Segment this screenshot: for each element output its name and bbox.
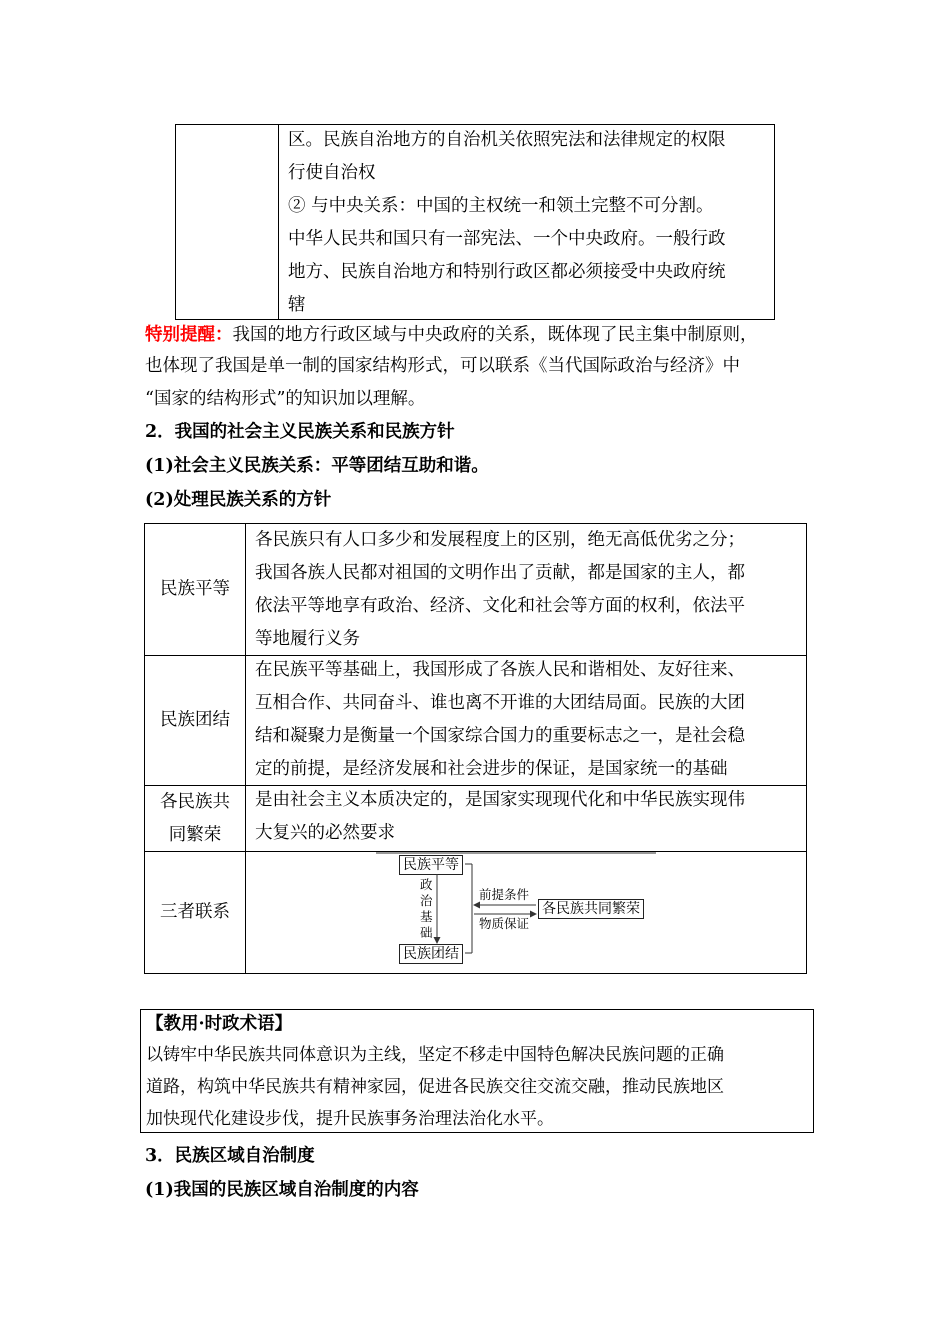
row-relation-label-cell <box>144 851 246 974</box>
top-table-right-cell <box>278 124 775 320</box>
top-line-2: 行使自治权 <box>288 163 376 183</box>
term-box-title: 【教用·时政术语】 <box>146 1014 293 1034</box>
row-relation-label: 三者联系 <box>160 902 230 922</box>
section2-heading: 2．我国的社会主义民族关系和民族方针 <box>145 422 455 442</box>
diagram-vertical-char-4: 础 <box>420 925 433 940</box>
row-equality-content-cell <box>245 523 807 656</box>
diagram-vertical-char-1: 政 <box>420 877 433 892</box>
section3-item1: (1)我国的民族区域自治制度的内容 <box>145 1180 419 1200</box>
term-box <box>140 1009 814 1133</box>
equality-line-4: 等地履行义务 <box>255 629 360 649</box>
row-prosperity-label-cell <box>144 785 246 852</box>
equality-line-3: 依法平等地享有政治、经济、文化和社会等方面的权利，依法平 <box>255 596 745 616</box>
unity-line-4: 定的前提，是经济发展和社会进步的保证，是国家统一的基础 <box>255 759 728 779</box>
top-line-3: ② 与中央关系：中国的主权统一和领土完整不可分割。 <box>288 196 714 216</box>
unity-line-1: 在民族平等基础上，我国形成了各族人民和谐相处、友好往来、 <box>255 660 745 680</box>
section3-heading: 3．民族区域自治制度 <box>145 1146 315 1166</box>
reminder-line-1 <box>145 319 758 352</box>
row-unity-label-cell <box>144 655 246 786</box>
top-line-5: 地方、民族自治地方和特别行政区都必须接受中央政府统 <box>288 262 726 282</box>
diagram-arrow-top-label: 前提条件 <box>479 887 530 902</box>
diagram-box-unity: 民族团结 <box>399 944 463 964</box>
top-table-left-cell <box>175 124 279 320</box>
row-relation-diagram-cell <box>245 851 807 974</box>
row-prosperity-content-cell <box>245 785 807 852</box>
row-unity-label: 民族团结 <box>160 710 230 730</box>
row-prosperity-label-line-1: 各民族共 <box>160 791 230 812</box>
diagram-vertical-char-2: 治 <box>420 893 433 908</box>
term-line-3: 加快现代化建设步伐，提升民族事务治理法治化水平。 <box>146 1109 554 1129</box>
top-line-1: 区。民族自治地方的自治机关依照宪法和法律规定的权限 <box>288 130 726 150</box>
diagram-box-equality: 民族平等 <box>399 855 463 875</box>
term-line-1: 以铸牢中华民族共同体意识为主线，坚定不移走中国特色解决民族问题的正确 <box>146 1045 724 1065</box>
diagram-connectors <box>246 852 806 973</box>
top-line-4: 中华人民共和国只有一部宪法、一个中央政府。一般行政 <box>288 229 726 249</box>
unity-line-2: 互相合作、共同奋斗、谁也离不开谁的大团结局面。民族的大团 <box>255 693 745 713</box>
row-prosperity-label-line-2: 同繁荣 <box>168 824 222 845</box>
equality-line-1: 各民族只有人口多少和发展程度上的区别，绝无高低优劣之分； <box>255 530 745 550</box>
reminder-label: 特别提醒： <box>145 325 233 345</box>
equality-line-2: 我国各族人民都对祖国的文明作出了贡献，都是国家的主人，都 <box>255 563 745 583</box>
row-equality-label-cell <box>144 523 246 656</box>
row-unity-content-cell <box>245 655 807 786</box>
reminder-line-3: “国家的结构形式”的知识加以理解。 <box>145 389 426 409</box>
prosperity-line-2: 大复兴的必然要求 <box>255 823 395 843</box>
section2-item2: (2)处理民族关系的方针 <box>145 490 332 510</box>
diagram-arrow-bottom-label: 物质保证 <box>479 916 530 931</box>
unity-line-3: 结和凝聚力是衡量一个国家综合国力的重要标志之一，是社会稳 <box>255 726 745 746</box>
diagram-vertical-char-3: 基 <box>420 909 433 924</box>
row-equality-label: 民族平等 <box>160 579 230 599</box>
section2-item1: (1)社会主义民族关系：平等团结互助和谐。 <box>145 456 489 476</box>
reminder-text-1: 我国的地方行政区域与中央政府的关系，既体现了民主集中制原则， <box>232 325 758 345</box>
diagram-box-prosperity: 各民族共同繁荣 <box>538 899 644 919</box>
reminder-line-2: 也体现了我国是单一制的国家结构形式，可以联系《当代国际政治与经济》中 <box>145 356 740 376</box>
prosperity-line-1: 是由社会主义本质决定的，是国家实现现代化和中华民族实现伟 <box>255 790 745 810</box>
top-line-6: 辖 <box>288 295 306 315</box>
term-line-2: 道路，构筑中华民族共有精神家园，促进各民族交往交流交融，推动民族地区 <box>146 1077 724 1097</box>
